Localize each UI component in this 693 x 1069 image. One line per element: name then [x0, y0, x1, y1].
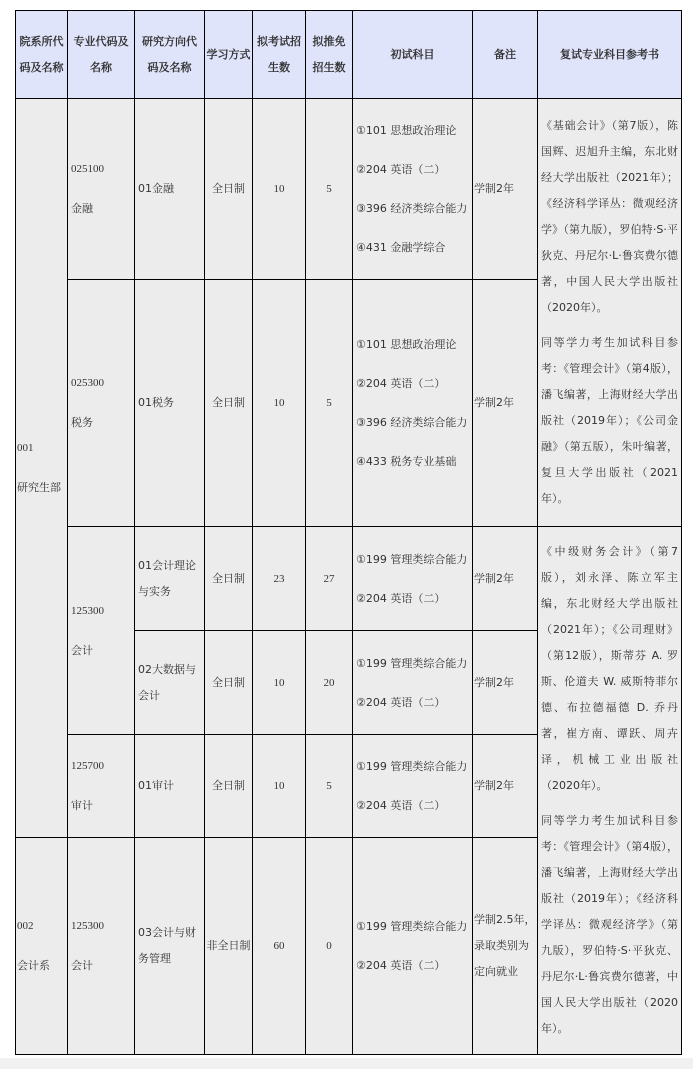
major-name: 金融 [71, 202, 93, 215]
major-code: 025100 [71, 163, 104, 175]
study-mode-cell: 全日制 [205, 99, 253, 280]
department-code: 001 [17, 442, 34, 454]
subject-item: ②204 英语（二） [356, 959, 446, 972]
exam-quota-cell: 10 [253, 735, 306, 838]
exempt-quota-cell: 27 [306, 527, 353, 631]
exam-quota-cell: 23 [253, 527, 306, 631]
header-row [16, 11, 682, 99]
direction-cell: 01金融 [135, 99, 205, 280]
subjects-cell [353, 527, 473, 631]
major-cell [68, 99, 135, 280]
direction-cell: 01审计 [135, 735, 205, 838]
exempt-quota-cell: 5 [306, 99, 353, 280]
study-mode-cell: 非全日制 [205, 838, 253, 1055]
study-mode-cell: 全日制 [205, 527, 253, 631]
table-row [16, 527, 682, 631]
header-notes: 备注 [473, 11, 538, 99]
subject-item: ①199 管理类综合能力 [356, 552, 468, 566]
reference-extra: 同等学力考生加试科目参考：《管理会计》（第4版），潘飞编著，上海财经大学出版社（2019年）；《公司金融》（第五版），朱叶编著，复旦大学出版社（2021年）。 [541, 336, 678, 505]
subjects-cell [353, 838, 473, 1055]
department-name: 研究生部 [17, 481, 61, 494]
notes-cell: 学制2年 [473, 99, 538, 280]
department-cell [16, 99, 68, 838]
page-bottom-bar [0, 1058, 693, 1069]
exempt-quota-cell: 5 [306, 280, 353, 527]
major-cell [68, 838, 135, 1055]
department-code: 002 [17, 920, 34, 932]
major-code: 125700 [71, 760, 104, 772]
subject-item: ④431 金融学综合 [356, 241, 446, 254]
reference-extra: 同等学力考生加试科目参考：《管理会计》（第4版），潘飞编著，上海财经大学出版社（2019年）；《经济科学译丛：微观经济学》（第九版），罗伯特·S·平狄克、丹尼尔·L·鲁宾费尔德著，中国人民大学出版社（2020年）。 [541, 814, 678, 1035]
subject-item: ②204 英语（二） [356, 377, 446, 390]
study-mode-cell: 全日制 [205, 735, 253, 838]
direction-cell: 02大数据与会计 [135, 631, 205, 735]
header-exam-quota: 拟考试招生数 [253, 11, 306, 99]
exempt-quota-cell: 0 [306, 838, 353, 1055]
subject-item: ②204 英语（二） [356, 163, 446, 176]
direction-cell: 03会计与财务管理 [135, 838, 205, 1055]
major-name: 会计 [71, 643, 93, 657]
subject-item: ②204 英语（二） [356, 591, 446, 605]
major-cell [68, 527, 135, 735]
reference-main: 《中级财务会计》（第7版），刘永泽、陈立军主编，东北财经大学出版社（2021年）；《公司理财》（第12版），斯蒂芬 A. 罗斯、伦道夫 W. 威斯特菲尔德、布拉德福德 D. 乔丹著，崔方南、谭跃、周卉译，机械工业出版社（2020年）。 [541, 545, 678, 792]
header-department: 院系所代码及名称 [16, 11, 68, 99]
department-cell [16, 838, 68, 1055]
notes-cell: 学制2年 [473, 735, 538, 838]
exam-quota-cell: 10 [253, 99, 306, 280]
header-direction: 研究方向代码及名称 [135, 11, 205, 99]
subjects-cell [353, 631, 473, 735]
exam-quota-cell: 60 [253, 838, 306, 1055]
subject-item: ②204 英语（二） [356, 799, 446, 812]
header-major: 专业代码及名称 [68, 11, 135, 99]
study-mode-cell: 全日制 [205, 280, 253, 527]
exempt-quota-cell: 5 [306, 735, 353, 838]
study-mode-cell: 全日制 [205, 631, 253, 735]
notes-cell: 学制2年 [473, 280, 538, 527]
reference-books-cell [538, 527, 682, 1055]
major-code: 125300 [71, 920, 104, 932]
major-name: 会计 [71, 959, 93, 972]
reference-books-cell [538, 99, 682, 527]
exempt-quota-cell: 20 [306, 631, 353, 735]
table-row [16, 99, 682, 280]
major-code: 125300 [71, 604, 104, 617]
direction-cell: 01税务 [135, 280, 205, 527]
notes-cell: 学制2年 [473, 527, 538, 631]
header-study-mode: 学习方式 [205, 11, 253, 99]
subject-item: ②204 英语（二） [356, 695, 446, 709]
subject-item: ①199 管理类综合能力 [356, 760, 468, 773]
direction-cell: 01会计理论与实务 [135, 527, 205, 631]
header-reference-books: 复试专业科目参考书 [538, 11, 682, 99]
major-name: 审计 [71, 799, 93, 812]
subject-item: ④433 税务专业基础 [356, 455, 457, 468]
exam-quota-cell: 10 [253, 280, 306, 527]
admissions-table [15, 10, 682, 1055]
header-initial-subjects: 初试科目 [353, 11, 473, 99]
major-cell [68, 735, 135, 838]
subject-item: ①199 管理类综合能力 [356, 920, 468, 933]
subject-item: ①199 管理类综合能力 [356, 656, 468, 670]
notes-cell: 学制2.5年，录取类别为定向就业 [473, 838, 538, 1055]
subjects-cell [353, 99, 473, 280]
reference-main: 《基础会计》（第7版），陈国辉、迟旭升主编，东北财经大学出版社（2021年）；《经济科学译丛：微观经济学》（第九版），罗伯特·S·平狄克、丹尼尔·L·鲁宾费尔德著，中国人民大学出版社（2020年）。 [541, 119, 678, 314]
department-name: 会计系 [17, 959, 50, 972]
header-exempt-quota: 拟推免招生数 [306, 11, 353, 99]
subject-item: ①101 思想政治理论 [356, 338, 457, 351]
subjects-cell [353, 280, 473, 527]
major-code: 025300 [71, 377, 104, 389]
notes-cell: 学制2年 [473, 631, 538, 735]
subjects-cell [353, 735, 473, 838]
major-name: 税务 [71, 416, 93, 429]
subject-item: ③396 经济类综合能力 [356, 202, 468, 215]
exam-quota-cell: 10 [253, 631, 306, 735]
subject-item: ③396 经济类综合能力 [356, 416, 468, 429]
subject-item: ①101 思想政治理论 [356, 124, 457, 137]
major-cell [68, 280, 135, 527]
